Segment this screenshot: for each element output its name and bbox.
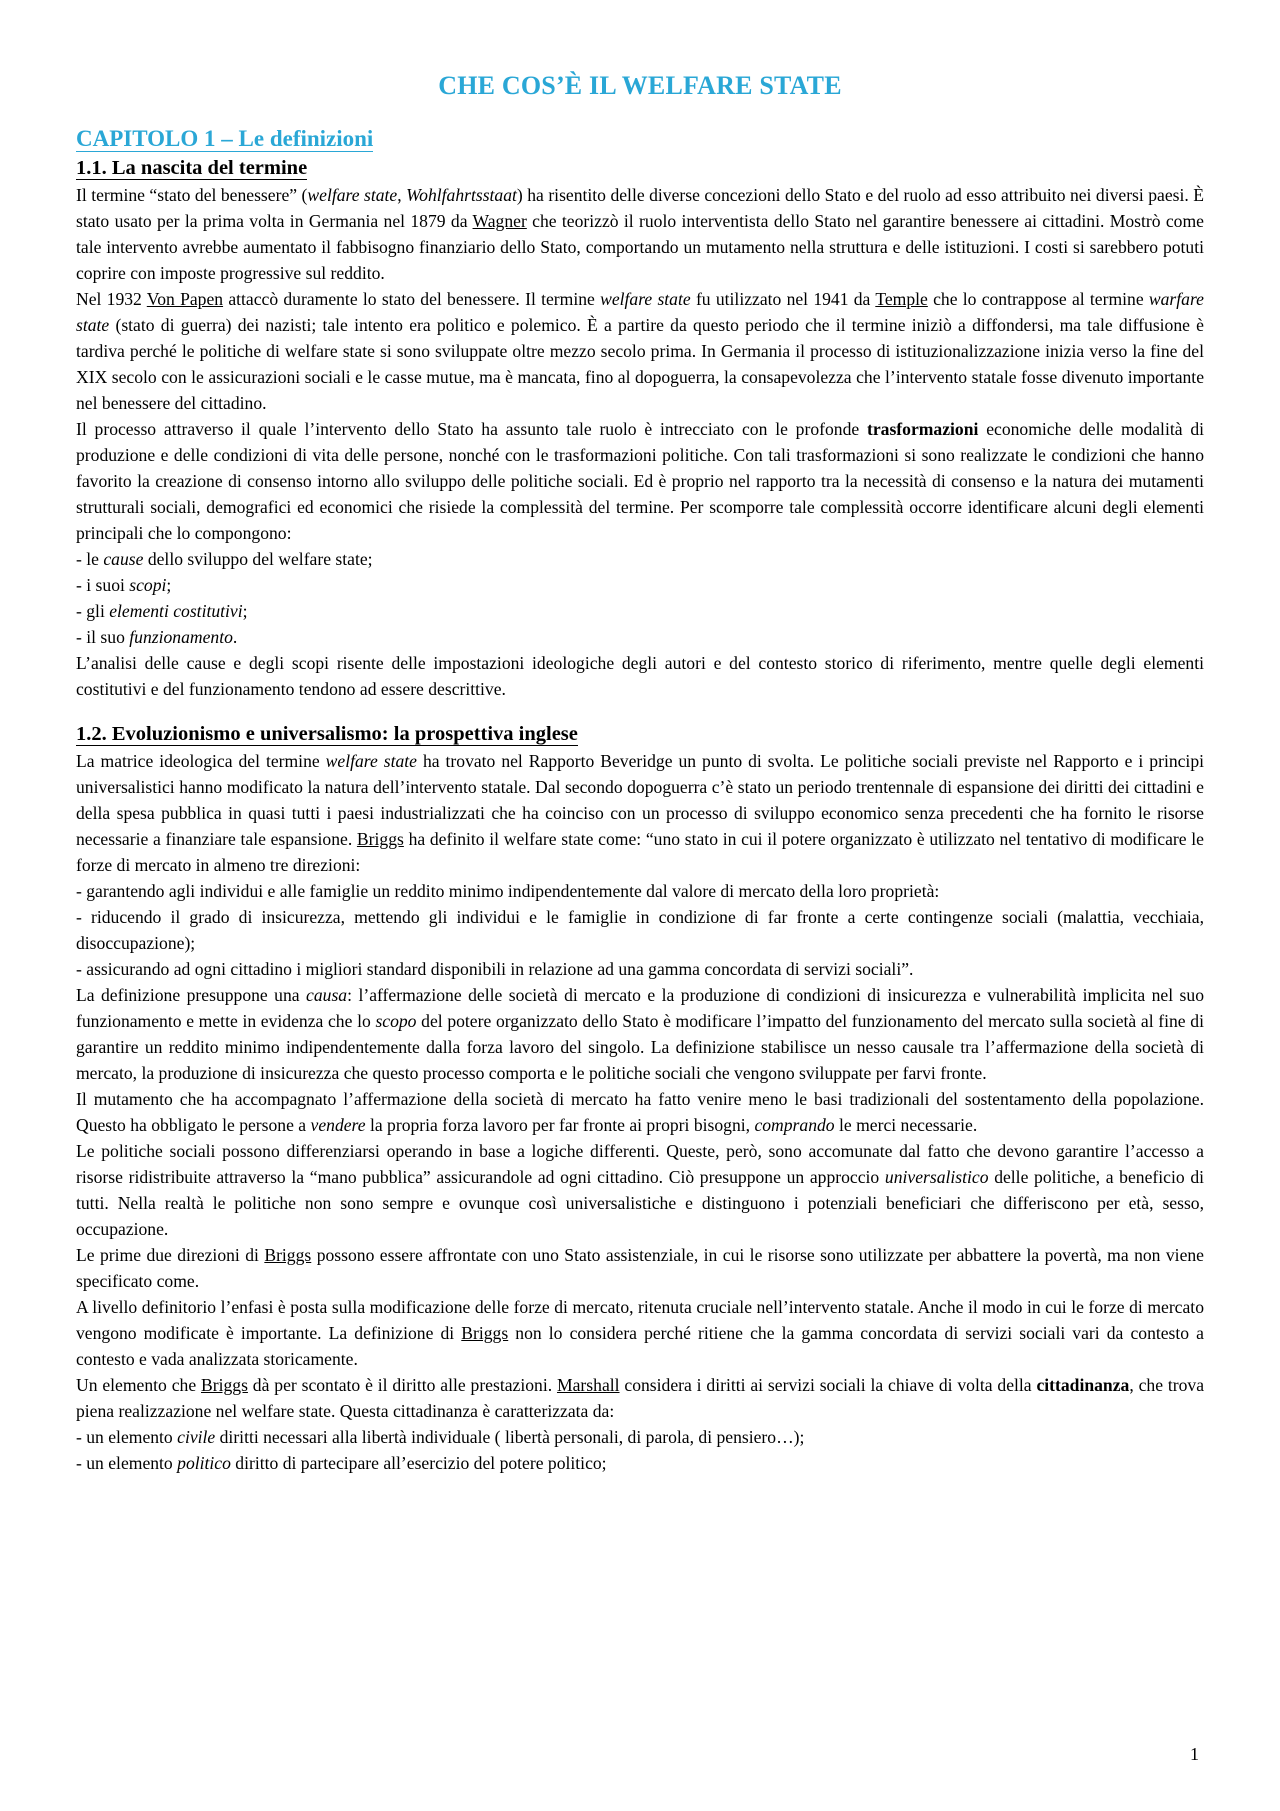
author-name: Briggs bbox=[264, 1245, 312, 1265]
author-name: Briggs bbox=[201, 1375, 248, 1395]
author-name: Wagner bbox=[472, 211, 527, 231]
section-heading-1-2 bbox=[76, 720, 1204, 748]
list-item: - un elemento politico diritto di partecipare all’esercizio del potere politico; bbox=[76, 1453, 607, 1473]
section-heading-1-2-text: 1.2. Evoluzionismo e universalismo: la prospettiva inglese bbox=[76, 723, 578, 745]
list-item: - gli elementi costitutivi; bbox=[76, 601, 248, 621]
author-name: Briggs bbox=[461, 1323, 509, 1343]
list-item: - le cause dello sviluppo del welfare state; bbox=[76, 549, 373, 569]
list-item: - garantendo agli individui e alle famiglie un reddito minimo indipendentemente dal valore di mercato della loro proprietà: bbox=[76, 881, 940, 901]
document-page bbox=[76, 70, 1204, 1476]
list-item: - assicurando ad ogni cittadino i migliori standard disponibili in relazione ad una gamma concordata di servizi sociali”. bbox=[76, 959, 914, 979]
document-title: CHE COS’È IL WELFARE STATE bbox=[438, 71, 842, 100]
paragraph: A livello definitorio l’enfasi è posta sulla modificazione delle forze di mercato, ritenuta cruciale nell’intervento statale. Anche il modo in cui le forze di mercato vengono modificate è importante. La definizione di Briggs non lo considera perché ritiene che la gamma concordata di servizi sociali vari da contesto a contesto e vada analizzata storicamente. bbox=[76, 1297, 1204, 1369]
list-item: - riducendo il grado di insicurezza, mettendo gli individui e le famiglie in condizione di far fronte a certe contingenze sociali (malattia, vecchiaia, disoccupazione); bbox=[76, 907, 1204, 953]
paragraph: Le politiche sociali possono differenziarsi operando in base a logiche differenti. Queste, però, sono accomunate dal fatto che devono garantire l’accesso a risorse ridistribuite attraverso la “mano pubblica” assicurandole ad ogni cittadino. Ciò presuppone un approccio universalistico delle politiche, a beneficio di tutti. Nella realtà le politiche non sono sempre e ovunque così universalistiche e distinguono i potenziali beneficiari che differiscono per età, sesso, occupazione. bbox=[76, 1141, 1204, 1239]
list-item: - un elemento civile diritti necessari alla libertà individuale ( libertà personali, di parola, di pensiero…); bbox=[76, 1427, 805, 1447]
chapter-heading-text: CAPITOLO 1 – Le definizioni bbox=[76, 126, 374, 151]
paragraph: Il termine “stato del benessere” (welfare state, Wohlfahrtsstaat) ha risentito delle diverse concezioni dello Stato e del ruolo ad esso attribuito nei diversi paesi. È stato usato per la prima volta in Germania nel 1879 da Wagner che teorizzò il ruolo interventista dello Stato nel garantire benessere ai cittadini. Mostrò come tale intervento avrebbe aumentato il fabbisogno finanziario dello Stato, comportando un mutamento nella struttura e delle istituzioni. I costi si sarebbero potuti coprire con imposte progressive sul reddito. bbox=[76, 185, 1205, 283]
paragraph: Nel 1932 Von Papen attaccò duramente lo stato del benessere. Il termine welfare state fu utilizzato nel 1941 da Temple che lo contrappose al termine warfare state (stato di guerra) dei nazisti; tale intento era politico e polemico. È a partire da questo periodo che il termine iniziò a diffondersi, ma tale diffusione è tardiva perché le politiche di welfare state si sono sviluppate oltre mezzo secolo prima. In Germania il processo di istituzionalizzazione inizia verso la fine del XIX secolo con le assicurazioni sociali e le casse mutue, ma è mancata, fino al dopoguerra, la consapevolezza che l’intervento statale fosse divenuto importante nel benessere del cittadino. bbox=[76, 289, 1204, 413]
page-number: 1 bbox=[1190, 1744, 1199, 1764]
author-name: Temple bbox=[875, 289, 928, 309]
paragraph: La definizione presuppone una causa: l’affermazione delle società di mercato e la produzione di condizioni di insicurezza e vulnerabilità implicita nel suo funzionamento e mette in evidenza che lo scopo del potere organizzato dello Stato è modificare l’impatto del funzionamento del mercato sulla società al fine di garantire un reddito minimo indipendentemente dalla forza lavoro del singolo. La definizione stabilisce un nesso causale tra l’affermazione della società di mercato, la produzione di insicurezza che questo processo comporta e le politiche sociali che vengono sviluppate per farvi fronte. bbox=[76, 985, 1204, 1083]
paragraph: Il processo attraverso il quale l’intervento dello Stato ha assunto tale ruolo è intrecciato con le profonde trasformazioni economiche delle modalità di produzione e delle condizioni di vita delle persone, nonché con le trasformazioni politiche. Con tali trasformazioni si sono realizzate le condizioni che hanno favorito la creazione di consenso intorno allo sviluppo delle politiche sociali. Ed è proprio nel rapporto tra la necessità di consenso e la natura dei mutamenti strutturali sociali, demografici ed economici che risiede la complessità del termine. Per scomporre tale complessità occorre identificare alcuni degli elementi principali che lo compongono: bbox=[76, 419, 1205, 543]
paragraph: Il mutamento che ha accompagnato l’affermazione della società di mercato ha fatto venire meno le basi tradizionali del sostentamento della popolazione. Questo ha obbligato le persone a vendere la propria forza lavoro per far fronte ai propri bisogni, comprando le merci necessarie. bbox=[76, 1089, 1204, 1135]
list-item: - il suo funzionamento. bbox=[76, 627, 238, 647]
paragraph: La matrice ideologica del termine welfare state ha trovato nel Rapporto Beveridge un punto di svolta. Le politiche sociali previste nel Rapporto e i principi universalistici hanno modificato la natura dell’intervento statale. Dal secondo dopoguerra c’è stato un periodo trentennale di espansione dei diritti dei cittadini e della spesa pubblica in quasi tutti i paesi industrializzati che ha coinciso con un processo di sviluppo economico senza precedenti che ha fornito le risorse necessarie a finanziare tale espansione. Briggs ha definito il welfare state come: “uno stato in cui il potere organizzato è utilizzato nel tentativo di modificare le forze di mercato in almeno tre direzioni: bbox=[76, 751, 1205, 875]
paragraph: L’analisi delle cause e degli scopi risente delle impostazioni ideologiche degli autori e del contesto storico di riferimento, mentre quelle degli elementi costitutivi e del funzionamento tendono ad essere descrittive. bbox=[76, 653, 1204, 699]
author-name: Marshall bbox=[556, 1375, 620, 1395]
chapter-heading bbox=[76, 124, 1204, 154]
author-name: Briggs bbox=[356, 829, 404, 849]
paragraph: Un elemento che Briggs dà per scontato è il diritto alle prestazioni. Marshall considera i diritti ai servizi sociali la chiave di volta della cittadinanza, che trova piena realizzazione nel welfare state. Questa cittadinanza è caratterizzata da: bbox=[76, 1375, 1205, 1421]
section-heading-1-1-text: 1.1. La nascita del termine bbox=[76, 157, 308, 179]
paragraph: Le prime due direzioni di Briggs possono essere affrontate con uno Stato assistenziale, in cui le risorse sono utilizzate per abbattere la povertà, ma non viene specificato come. bbox=[76, 1245, 1204, 1291]
list-item: - i suoi scopi; bbox=[76, 575, 172, 595]
author-name: Von Papen bbox=[146, 289, 224, 309]
section-heading-1-1 bbox=[76, 154, 1204, 182]
